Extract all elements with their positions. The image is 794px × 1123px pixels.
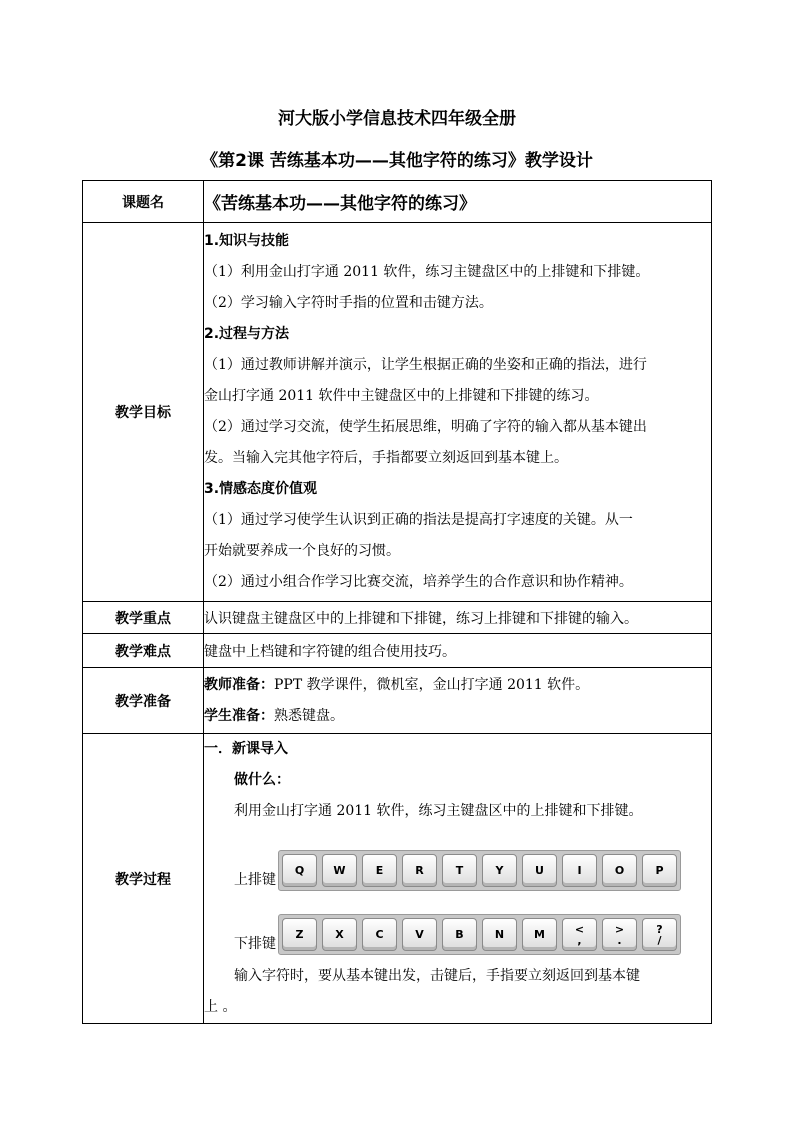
- key-lower-8: > .: [602, 918, 637, 951]
- key-lower-7: < ,: [562, 918, 597, 951]
- upper-row-keys: [278, 850, 681, 891]
- lesson-plan-table: [82, 180, 712, 1024]
- objectives-content: [204, 223, 712, 602]
- objective-heading-3: 3.情感态度价值观: [204, 481, 318, 497]
- objective-line: （1）通过学习使学生认识到正确的指法是提高打字速度的关键。从一: [204, 512, 633, 528]
- difficulties-label: 教学难点: [83, 634, 204, 668]
- key-upper-4: T: [442, 854, 477, 887]
- key-lower-2: C: [362, 918, 397, 951]
- key-upper-9: P: [642, 854, 677, 887]
- key-upper-0: Q: [282, 854, 317, 887]
- objective-line: （1）通过教师讲解并演示，让学生根据正确的坐姿和正确的指法，进行: [204, 357, 647, 373]
- topic-label: 课题名: [83, 181, 204, 223]
- key-upper-6: U: [522, 854, 557, 887]
- process-content: [204, 734, 712, 1024]
- table-row-topic: [83, 181, 712, 223]
- objective-line: （2）学习输入字符时手指的位置和击键方法。: [204, 295, 493, 311]
- document-subtitle: 《第2课 苦练基本功——其他字符的练习》教学设计: [201, 151, 593, 171]
- table-row-key-points: [83, 602, 712, 634]
- key-lower-6: M: [522, 918, 557, 951]
- objectives-label: 教学目标: [83, 223, 204, 602]
- objective-heading-1: 1.知识与技能: [204, 233, 290, 249]
- objective-line: 发。当输入完其他字符后，手指都要立刻返回到基本键上。: [204, 450, 568, 466]
- key-lower-4: B: [442, 918, 477, 951]
- objective-line: （2）通过学习交流，使学生拓展思维，明确了字符的输入都从基本键出: [204, 419, 647, 435]
- key-upper-7: I: [562, 854, 597, 887]
- process-what: 做什么：: [234, 772, 290, 788]
- document-title: 河大版小学信息技术四年级全册: [278, 109, 516, 129]
- objective-line: （1）利用金山打字通 2011 软件，练习主键盘区中的上排键和下排键。: [204, 264, 650, 280]
- upper-row-keyboard: [204, 827, 711, 891]
- process-note-line: 上 。: [204, 999, 237, 1015]
- process-note-line: 输入字符时，要从基本键出发，击键后，手指要立刻返回到基本键: [234, 968, 640, 984]
- table-row-process: [83, 734, 712, 1024]
- objective-heading-2: 2.过程与方法: [204, 326, 290, 342]
- key-lower-0: Z: [282, 918, 317, 951]
- key-upper-5: Y: [482, 854, 517, 887]
- key-lower-9: ? /: [642, 918, 677, 951]
- lower-row-keyboard: [204, 891, 711, 955]
- table-row-difficulties: [83, 634, 712, 668]
- key-points-value: 认识键盘主键盘区中的上排键和下排键，练习上排键和下排键的输入。: [204, 602, 712, 634]
- difficulties-value: 键盘中上档键和字符键的组合使用技巧。: [204, 634, 712, 668]
- key-upper-2: E: [362, 854, 397, 887]
- objective-line: 开始就要养成一个良好的习惯。: [204, 543, 400, 559]
- table-row-objectives: [83, 223, 712, 602]
- key-points-label: 教学重点: [83, 602, 204, 634]
- process-task: 利用金山打字通 2011 软件，练习主键盘区中的上排键和下排键。: [234, 803, 643, 819]
- teacher-preparation: [204, 670, 711, 701]
- lower-row-keys: [278, 914, 681, 955]
- student-preparation: [204, 701, 711, 732]
- key-upper-8: O: [602, 854, 637, 887]
- process-label: 教学过程: [83, 734, 204, 1024]
- key-lower-3: V: [402, 918, 437, 951]
- upper-row-label: 上排键: [234, 872, 276, 888]
- student-preparation-text: 熟悉键盘。: [274, 707, 344, 724]
- student-preparation-heading: 学生准备：: [204, 707, 274, 724]
- topic-text: 《苦练基本功——其他字符的练习》: [204, 194, 476, 214]
- preparation-label: 教学准备: [83, 668, 204, 734]
- process-section-title: 一．新课导入: [204, 741, 288, 757]
- topic-value: [204, 181, 712, 223]
- key-lower-1: X: [322, 918, 357, 951]
- key-upper-1: W: [322, 854, 357, 887]
- key-lower-5: N: [482, 918, 517, 951]
- objective-line: （2）通过小组合作学习比赛交流，培养学生的合作意识和协作精神。: [204, 574, 633, 590]
- teacher-preparation-heading: 教师准备：: [204, 676, 274, 693]
- preparation-content: [204, 668, 712, 734]
- table-row-preparation: [83, 668, 712, 734]
- objective-line: 金山打字通 2011 软件中主键盘区中的上排键和下排键的练习。: [204, 388, 599, 404]
- key-upper-3: R: [402, 854, 437, 887]
- lower-row-label: 下排键: [234, 936, 276, 952]
- teacher-preparation-text: PPT 教学课件，微机室，金山打字通 2011 软件。: [274, 676, 590, 693]
